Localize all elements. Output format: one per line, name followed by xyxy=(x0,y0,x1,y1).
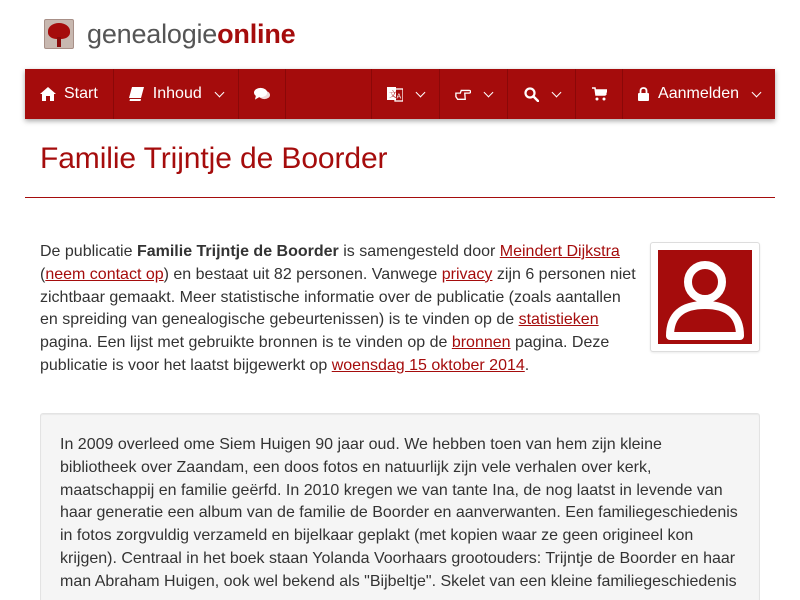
nav-start[interactable] xyxy=(25,69,114,119)
chevron-down-icon xyxy=(484,87,494,97)
publication-description xyxy=(40,413,760,600)
publication-name: Familie Trijntje de Boorder xyxy=(136,243,339,260)
tree-logo-icon xyxy=(44,19,74,49)
nav-search[interactable] xyxy=(508,69,576,119)
site-name: genealogieonline xyxy=(87,19,296,49)
description-text: In 2009 overleed ome Siem Huigen 90 jaar oud. We hebben toen van hem zijn kleine bibliotheek over Zaandam, een doos fotos en natuurlijk zijn vele verhalen over kerk, maatschappij en familie geërfd. In 2010 kregen we van tante Ina, de nog laatst in levende van haar generatie een album van de familie de Boorder en aanverwanten. Een familiegeschiedenis in fotos zorgvuldig verzameld en bijelkaar geplakt (met kopien waar ze geen origineel kon krijgen). Centraal in het boek staan Yolanda Voorhaars grootouders: Trijntje de Boorder en haar man Abraham Huigen, ook wel bekend als "Bijbeltje". Skelet van een kleine familiegeschiedenis xyxy=(60,436,738,590)
hand-pointer-icon xyxy=(455,86,471,102)
last-updated-link[interactable]: woensdag 15 oktober 2014 xyxy=(331,356,525,374)
nav-login[interactable] xyxy=(623,69,775,119)
nav-login-label: Aanmelden xyxy=(658,85,739,102)
nav-pointer[interactable] xyxy=(440,69,508,119)
chevron-down-icon xyxy=(752,87,762,97)
chevron-down-icon xyxy=(416,87,426,97)
main-navbar xyxy=(25,69,775,119)
home-icon xyxy=(40,86,56,102)
comments-icon xyxy=(254,86,270,102)
author-link[interactable]: Meindert Dijkstra xyxy=(499,243,620,260)
nav-inhoud-label: Inhoud xyxy=(152,85,202,102)
translate-icon xyxy=(387,86,403,102)
nav-language[interactable] xyxy=(372,69,440,119)
user-avatar-icon xyxy=(658,250,752,344)
svg-text:A: A xyxy=(396,93,402,101)
statistics-link[interactable]: statistieken xyxy=(518,311,599,329)
privacy-link[interactable]: privacy xyxy=(441,265,493,283)
page-title: Familie Trijntje de Boorder xyxy=(40,142,388,175)
site-logo[interactable] xyxy=(44,17,295,51)
book-icon xyxy=(129,86,145,102)
search-icon xyxy=(523,86,539,102)
publication-intro: De publicatie Familie Trijntje de Boorder is samengesteld door Meindert Dijkstra (neem contact op) en bestaat uit 82 personen. Vanwege privacy zijn 6 personen niet zichtbaar gemaakt. Meer statistische informatie over de publicatie (zoals aantallen en spreiding van genealogische gebeurtenissen) is te vinden op de statistieken pagina. Een lijst met gebruikte bronnen is te vinden op de bronnen pagina. Deze publicatie is voor het laatst bijgewerkt op woensdag 15 oktober 2014. xyxy=(40,243,636,374)
svg-text:文: 文 xyxy=(389,90,398,99)
chevron-down-icon xyxy=(214,87,224,97)
cart-icon xyxy=(591,86,607,102)
nav-start-label: Start xyxy=(64,85,98,102)
chevron-down-icon xyxy=(552,87,562,97)
lock-icon xyxy=(638,86,649,102)
nav-inhoud[interactable] xyxy=(114,69,239,119)
nav-cart[interactable] xyxy=(576,69,623,119)
sources-link[interactable]: bronnen xyxy=(451,334,511,352)
contact-link[interactable]: neem contact op xyxy=(45,265,164,283)
nav-forum[interactable] xyxy=(239,69,286,119)
nav-spacer xyxy=(286,69,372,119)
author-avatar-frame[interactable] xyxy=(650,242,760,352)
title-divider xyxy=(25,197,775,198)
